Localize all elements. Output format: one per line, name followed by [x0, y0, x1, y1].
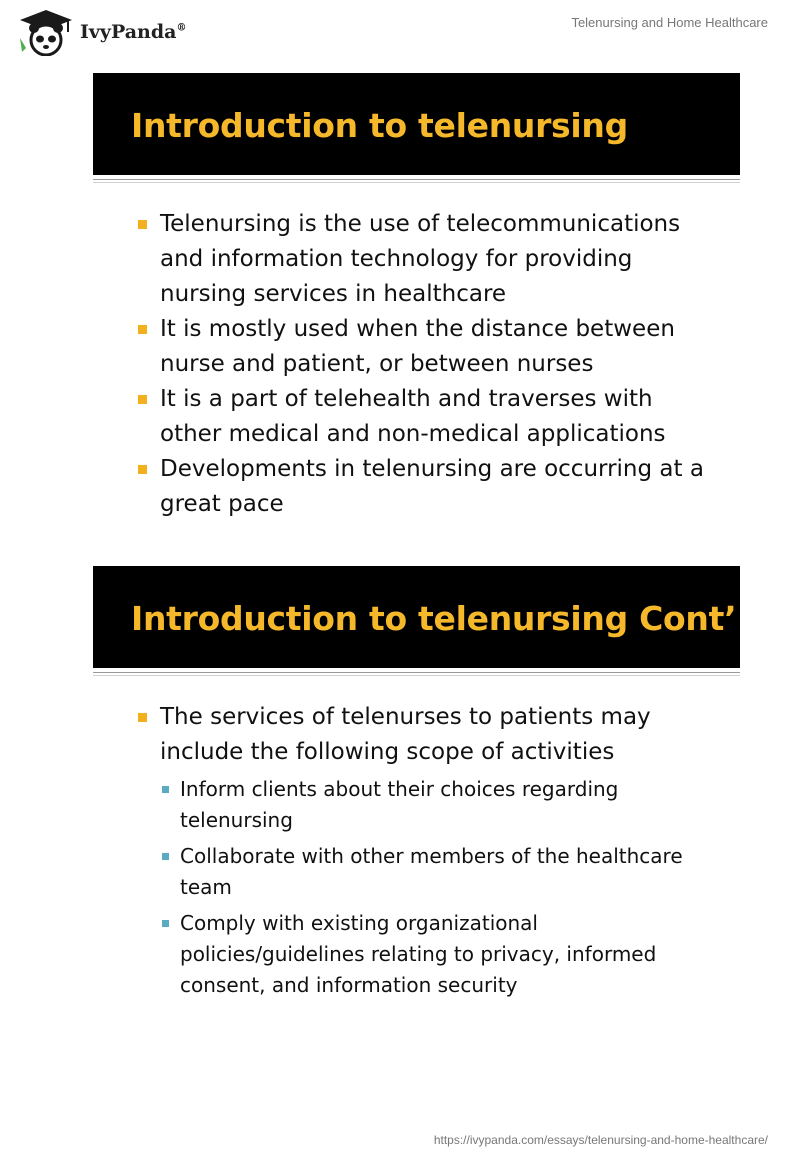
sub-list-item: Collaborate with other members of the healthcare team	[160, 841, 718, 903]
bullet-square-icon	[138, 220, 147, 229]
slide-1-banner	[93, 73, 740, 175]
list-item: It is mostly used when the distance between nurse and patient, or between nurses	[138, 312, 718, 382]
panda-graduate-icon[interactable]	[16, 8, 76, 56]
slide-1-title: Introduction to telenursing	[131, 106, 628, 145]
slide-1-bullet-list	[138, 207, 718, 522]
bullet-square-icon	[138, 713, 147, 722]
list-item: The services of telenurses to patients may include the following scope of activities Inform clients about their choices regarding telenursing Collaborate with other members of the healthcare team Comply with existing organizational policies/guidelines relating to privacy, informed consent, and information security	[138, 700, 718, 1001]
divider	[93, 182, 740, 183]
sub-bullet-square-icon	[162, 786, 169, 793]
slide-1	[93, 73, 740, 517]
list-item: Developments in telenursing are occurring at a great pace	[138, 452, 718, 522]
page-header	[0, 0, 800, 60]
sub-bullet-square-icon	[162, 920, 169, 927]
brand-name[interactable]: IvyPanda®	[80, 21, 187, 43]
divider	[93, 179, 740, 180]
slide-2	[93, 566, 740, 997]
bullet-square-icon	[138, 395, 147, 404]
slide-2-banner	[93, 566, 740, 668]
document-title: Telenursing and Home Healthcare	[571, 15, 768, 30]
source-url-link[interactable]: https://ivypanda.com/essays/telenursing-and-home-healthcare/	[433, 1133, 768, 1147]
divider	[93, 675, 740, 676]
sub-bullet-list	[160, 774, 718, 1001]
sub-list-item: Inform clients about their choices regarding telenursing	[160, 774, 718, 836]
bullet-square-icon	[138, 325, 147, 334]
bullet-square-icon	[138, 465, 147, 474]
list-item: Telenursing is the use of telecommunications and information technology for providing nursing services in healthcare	[138, 207, 718, 312]
list-item: It is a part of telehealth and traverses with other medical and non-medical applications	[138, 382, 718, 452]
slide-2-bullet-list	[138, 700, 718, 1006]
sub-bullet-square-icon	[162, 853, 169, 860]
divider	[93, 672, 740, 673]
sub-list-item: Comply with existing organizational policies/guidelines relating to privacy, informed consent, and information security	[160, 908, 718, 1001]
slide-2-title: Introduction to telenursing Cont’	[131, 599, 737, 638]
